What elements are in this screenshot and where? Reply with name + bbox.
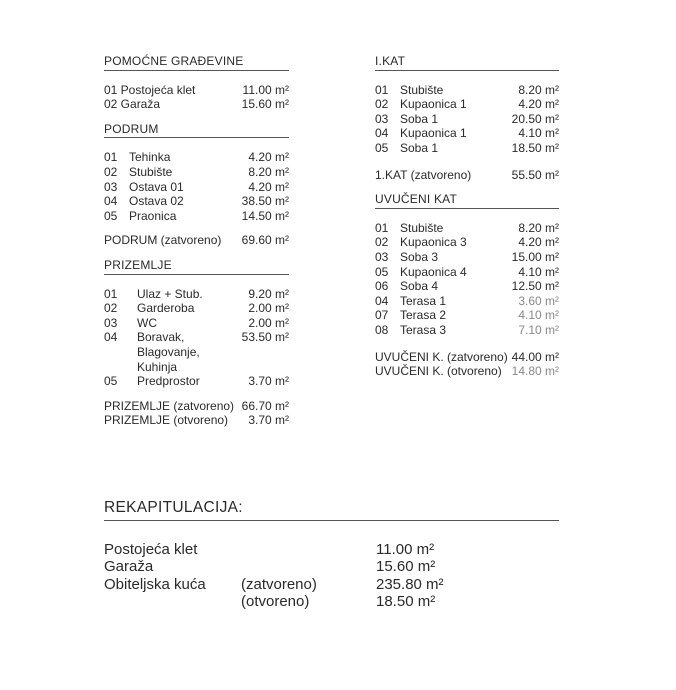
list-item: 03 Soba 1 20.50 m² bbox=[375, 111, 559, 126]
section-total-closed: PRIZEMLJE (zatvoreno) 66.70 m² bbox=[104, 398, 289, 413]
list-item: 01 Ulaz + Stub. 9.20 m² bbox=[104, 286, 289, 301]
section-total: 1.KAT (zatvoreno) 55.50 m² bbox=[375, 167, 559, 182]
section-total-open: PRIZEMLJE (otvoreno) 3.70 m² bbox=[104, 413, 289, 428]
list-item: 01 Stubište 8.20 m² bbox=[375, 82, 559, 97]
list-item: 01 Tehinka 4.20 m² bbox=[104, 150, 289, 165]
list-item: 08 Terasa 3 7.10 m² bbox=[375, 322, 559, 337]
recap-row: Garaža 15.60 m² bbox=[104, 558, 436, 575]
recap-row: Postojeća klet 11.00 m² bbox=[104, 540, 435, 558]
list-item: 04 Terasa 1 3.60 m² bbox=[375, 293, 559, 308]
section-title-prizemlje: PRIZEMLJE bbox=[104, 258, 289, 275]
section-total-closed: UVUČENI K. (zatvoreno) 44.00 m² bbox=[375, 349, 559, 364]
list-item: 01 Stubište 8.20 m² bbox=[375, 220, 559, 235]
left-column bbox=[104, 54, 289, 428]
list-item: 04 Boravak, Blagovanje, Kuhinja 53.50 m² bbox=[104, 330, 289, 374]
section-total-open: UVUČENI K. (otvoreno) 14.80 m² bbox=[375, 364, 559, 379]
section-title-podrum: PODRUM bbox=[104, 122, 289, 139]
list-item: 02 Kupaonica 3 4.20 m² bbox=[375, 235, 559, 250]
section-total: PODRUM (zatvoreno) 69.60 m² bbox=[104, 233, 289, 248]
list-item: 05 Praonica 14.50 m² bbox=[104, 208, 289, 223]
recap-title: REKAPITULACIJA: bbox=[104, 499, 559, 521]
list-item: 04 Kupaonica 1 4.10 m² bbox=[375, 126, 559, 141]
section-title-uvuceni: UVUČENI KAT bbox=[375, 192, 559, 209]
list-item: 04 Ostava 02 38.50 m² bbox=[104, 194, 289, 209]
list-item: 02 Garaža 15.60 m² bbox=[104, 97, 289, 112]
list-item: 06 Soba 4 12.50 m² bbox=[375, 279, 559, 294]
section-title-pomocne: POMOĆNE GRAĐEVINE bbox=[104, 54, 289, 71]
list-item: 02 Kupaonica 1 4.20 m² bbox=[375, 97, 559, 112]
list-item: 07 Terasa 2 4.10 m² bbox=[375, 308, 559, 323]
right-column bbox=[375, 54, 559, 379]
list-item: 02 Stubište 8.20 m² bbox=[104, 164, 289, 179]
recap-section bbox=[104, 499, 559, 611]
list-item: 05 Kupaonica 4 4.10 m² bbox=[375, 264, 559, 279]
list-item: 05 Soba 1 18.50 m² bbox=[375, 140, 559, 155]
list-item: 01 Postojeća klet 11.00 m² bbox=[104, 82, 289, 97]
list-item: 02 Garderoba 2.00 m² bbox=[104, 301, 289, 316]
recap-row: Obiteljska kuća (zatvoreno) 235.80 m² bbox=[104, 575, 444, 593]
recap-row: (otvoreno) 18.50 m² bbox=[241, 593, 436, 610]
list-item: 05 Predprostor 3.70 m² bbox=[104, 374, 289, 389]
list-item: 03 WC 2.00 m² bbox=[104, 315, 289, 330]
list-item: 03 Soba 3 15.00 m² bbox=[375, 249, 559, 264]
list-item: 03 Ostava 01 4.20 m² bbox=[104, 179, 289, 194]
section-title-kat: I.KAT bbox=[375, 54, 559, 71]
